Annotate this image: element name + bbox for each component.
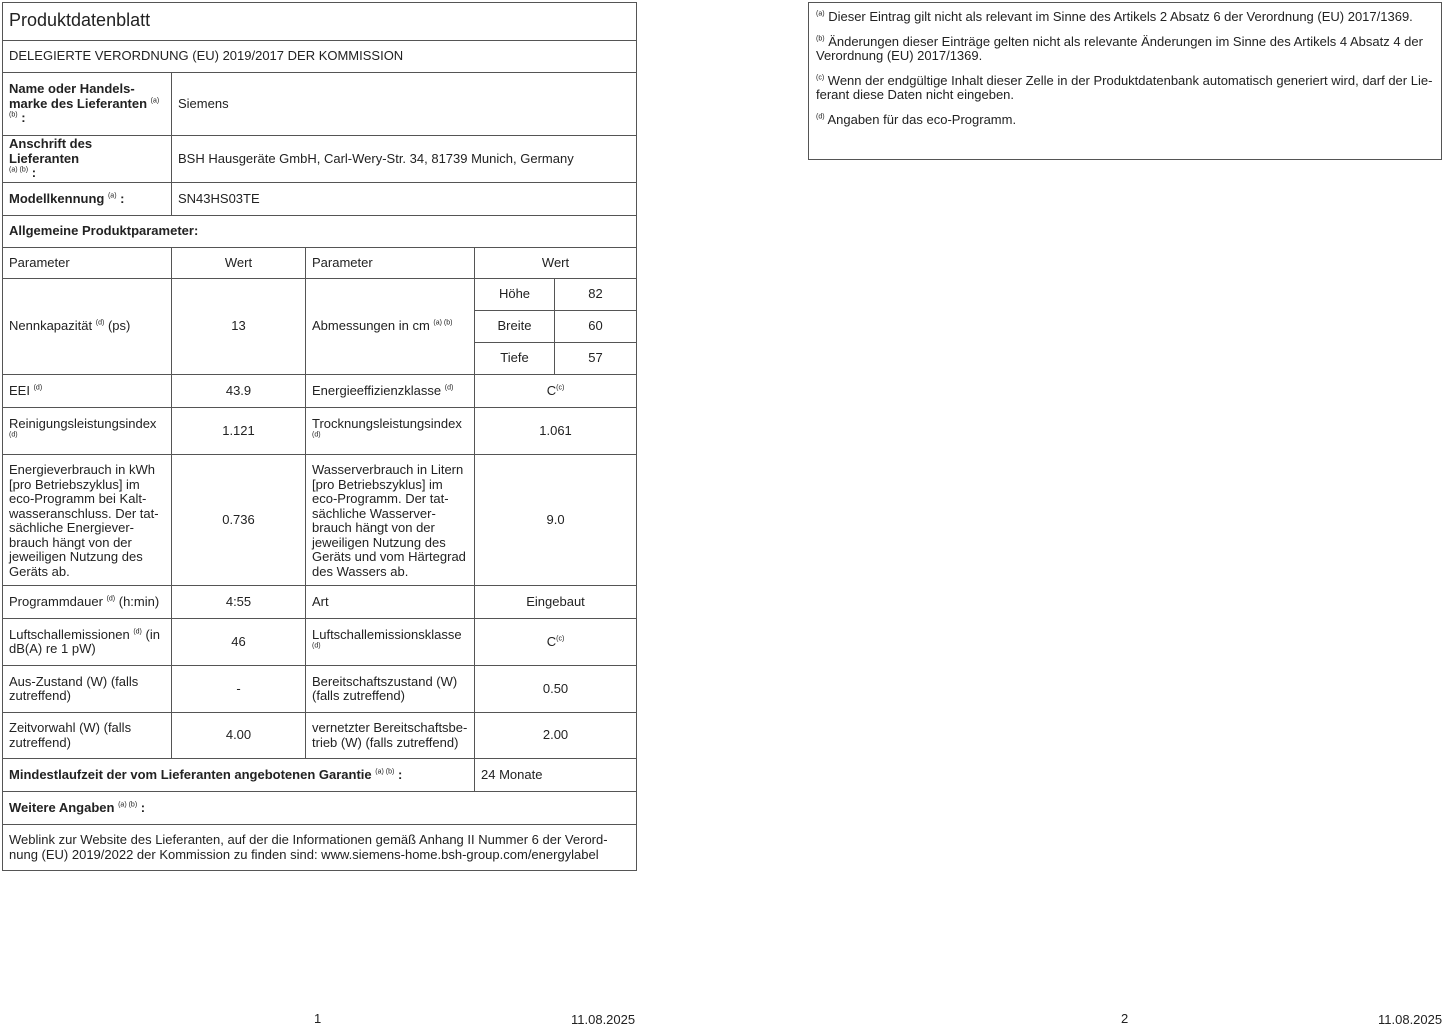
footnote-ref-c: (c)	[556, 635, 565, 643]
footnote-mark-d: (d)	[816, 113, 825, 121]
water-label-line: Wasserverbrauch in Litern	[312, 462, 464, 477]
energy-class-label-text: Energieeffizienzklasse	[312, 382, 442, 398]
capacity-label	[3, 279, 172, 375]
capacity-unit: (ps)	[107, 318, 131, 334]
energy-consumption-value: 0.736	[172, 455, 306, 586]
footnote-a-text: Dieser Eintrag gilt nicht als relevant im Sinne des Artikels 2 Absatz 6 der Verordnung (EU) 2017/1369.	[828, 9, 1413, 24]
footnote-ref-d: (d)	[9, 431, 18, 439]
model-label-text: Modellkennung	[9, 190, 105, 206]
footnote-c	[816, 74, 1434, 103]
supplier-name-label	[3, 73, 172, 136]
standby-label	[306, 666, 475, 713]
eei-value: 43.9	[172, 375, 306, 408]
page-title: Produktdatenblatt	[9, 10, 151, 31]
energy-label-line: Energieverbrauch in kWh	[9, 462, 155, 477]
networked-label-line1: vernetzter Bereitschaftsbe-	[312, 720, 468, 735]
footnote-b-text-line1: Änderungen dieser Einträge gelten nicht als relevante Änderungen im Sinne des Artikels 4 Absatz 4 der	[828, 33, 1423, 49]
colon: :	[397, 766, 403, 782]
noise-class-value-text: C	[546, 633, 557, 649]
colon: :	[21, 110, 26, 126]
supplier-name-label-line1: Name oder Handels-	[9, 81, 135, 97]
footnote-mark-c: (c)	[816, 74, 825, 82]
networked-standby-value: 2.00	[475, 713, 637, 759]
supplier-name-label-line2: marke des Lieferanten	[9, 95, 148, 111]
footnote-ref-d: (d)	[133, 628, 142, 636]
model-label	[3, 183, 172, 216]
water-consumption-label	[306, 455, 475, 586]
datasheet-table	[2, 2, 637, 871]
warranty-label-text: Mindestlaufzeit der vom Lieferanten angebotenen Garantie	[9, 766, 372, 782]
footnote-ref-d: (d)	[312, 642, 321, 650]
footnote-ref-a: (a)	[107, 192, 117, 200]
type-label: Art	[306, 586, 475, 619]
water-label-line: jeweiligen Nutzung des	[312, 534, 446, 550]
noise-label-line1: Luftschallemissionen	[9, 626, 130, 642]
water-label-line: eco-Programm. Der tat-	[312, 491, 449, 506]
width-value: 60	[555, 311, 637, 343]
off-mode-label	[3, 666, 172, 713]
footnotes-box	[808, 2, 1442, 160]
header-value-1: Wert	[172, 248, 306, 279]
type-value: Eingebaut	[475, 586, 637, 619]
delay-start-label	[3, 713, 172, 759]
supplier-weblink-cell	[3, 825, 637, 871]
duration-label-text: Programmdauer	[9, 593, 103, 609]
eei-label	[3, 375, 172, 408]
networked-standby-label	[306, 713, 475, 759]
footnote-refs: (a) (b)	[375, 768, 395, 776]
footnote-refs: (a) (b)	[118, 801, 138, 809]
dimensions-label-text: Abmessungen in cm	[312, 318, 430, 334]
further-info-label: Weitere Angaben	[9, 799, 115, 815]
water-label-line: [pro Betriebszyklus] im	[312, 476, 443, 492]
noise-label-line2: dB(A) re 1 pW)	[9, 641, 96, 656]
capacity-label-text: Nennkapazität	[9, 318, 93, 334]
program-duration-value: 4:55	[172, 586, 306, 619]
footnote-ref-a: (a)	[150, 97, 160, 105]
header-parameter-2: Parameter	[306, 248, 475, 279]
footnote-ref-b: (b)	[9, 111, 18, 119]
depth-label: Tiefe	[475, 343, 555, 375]
footnote-ref-d: (d)	[95, 319, 105, 327]
footnote-a	[816, 10, 1434, 25]
model-value: SN43HS03TE	[172, 183, 637, 216]
noise-label-line1b: (in	[145, 626, 160, 642]
standby-label-line1: Bereitschaftszustand (W)	[312, 673, 458, 689]
footnote-ref-c: (c)	[556, 384, 565, 392]
warranty-label	[3, 759, 475, 792]
product-datasheet-page-1	[2, 2, 635, 871]
supplier-address-label	[3, 136, 172, 183]
delay-start-value: 4.00	[172, 713, 306, 759]
footnote-ref-d: (d)	[106, 595, 116, 603]
weblink-text-line2: nung (EU) 2019/2022 der Kommission zu finden sind: www.siemens-home.bsh-group.com/energylabel	[9, 846, 599, 862]
footnote-ref-d: (d)	[312, 431, 321, 439]
standby-value: 0.50	[475, 666, 637, 713]
delay-label-line2: zutreffend)	[9, 734, 71, 750]
off-label-line1: Aus-Zustand (W) (falls	[9, 673, 139, 689]
drying-index-value: 1.061	[475, 408, 637, 455]
capacity-value: 13	[172, 279, 306, 375]
water-label-line: brauch hängt von der	[312, 520, 435, 535]
energy-label-line: Geräts ab.	[9, 563, 70, 579]
supplier-address-label-text: Anschrift des Lieferanten	[9, 136, 93, 166]
water-label-line: Geräts und vom Härtegrad	[312, 549, 466, 564]
energy-class-value	[475, 375, 637, 408]
cleaning-index-label	[3, 408, 172, 455]
colon: :	[120, 190, 125, 206]
cleaning-index-label-text: Reinigungsleistungsindex	[9, 415, 157, 431]
further-info-heading	[3, 792, 637, 825]
energy-label-line: brauch hängt von der	[9, 534, 132, 550]
networked-label-line2: trieb (W) (falls zutreffend)	[312, 734, 459, 750]
energy-label-line: [pro Betriebszyklus] im	[9, 476, 140, 492]
dimensions-label	[306, 279, 475, 375]
footnote-b-text-line2: Verordnung (EU) 2017/1369.	[816, 48, 983, 63]
page-date-2: 11.08.2025	[1378, 1012, 1443, 1027]
warranty-value: 24 Monate	[475, 759, 637, 792]
energy-label-line: sächliche Energiever-	[9, 520, 135, 535]
width-label: Breite	[475, 311, 555, 343]
header-parameter-1: Parameter	[3, 248, 172, 279]
footnote-refs: (a) (b)	[9, 166, 29, 174]
energy-label-line: eco-Programm bei Kalt-	[9, 491, 147, 506]
footnote-c-text-line2: ferant diese Daten nicht eingeben.	[816, 87, 1015, 102]
colon: :	[31, 165, 37, 181]
drying-index-label-text: Trocknungsleistungsindex	[312, 415, 462, 431]
drying-index-label	[306, 408, 475, 455]
height-label: Höhe	[475, 279, 555, 311]
footnote-b	[816, 35, 1434, 64]
footnote-mark-a: (a)	[816, 10, 825, 18]
depth-value: 57	[555, 343, 637, 375]
water-label-line: des Wassers ab.	[312, 563, 409, 579]
height-value: 82	[555, 279, 637, 311]
page-number-1: 1	[314, 1011, 322, 1026]
colon: :	[140, 799, 146, 815]
supplier-address-value: BSH Hausgeräte GmbH, Carl-Wery-Str. 34, 81739 Munich, Germany	[172, 136, 637, 183]
supplier-name-value: Siemens	[172, 73, 637, 136]
water-consumption-value: 9.0	[475, 455, 637, 586]
footnote-d	[816, 113, 1434, 128]
footnote-refs: (a) (b)	[433, 319, 453, 327]
footnote-ref-d: (d)	[444, 384, 454, 392]
weblink-text-line1: Weblink zur Website des Lieferanten, auf der die Informationen gemäß Anhang II Nummer 6 der Verord-	[9, 832, 608, 847]
noise-class-label-text: Luftschallemissionsklasse	[312, 626, 462, 642]
footnote-c-text-line1: Wenn der endgültige Inhalt dieser Zelle in der Produktdatenbank automatisch generiert wird, darf der Lie-	[827, 72, 1433, 88]
energy-class-value-text: C	[546, 382, 557, 398]
off-label-line2: zutreffend)	[9, 688, 71, 703]
page-title-cell	[3, 3, 637, 41]
regulation-text: DELEGIERTE VERORDNUNG (EU) 2019/2017 DER KOMMISSION	[9, 48, 404, 63]
page-date-1: 11.08.2025	[571, 1012, 636, 1027]
delay-label-line1: Zeitvorwahl (W) (falls	[9, 720, 132, 735]
page-number-2: 2	[1121, 1011, 1129, 1026]
program-duration-label	[3, 586, 172, 619]
duration-unit: (h:min)	[118, 593, 160, 609]
footnote-ref-d: (d)	[33, 384, 43, 392]
off-mode-value: -	[172, 666, 306, 713]
regulation-cell	[3, 41, 637, 73]
energy-consumption-label	[3, 455, 172, 586]
cleaning-index-value: 1.121	[172, 408, 306, 455]
standby-label-line2: (falls zutreffend)	[312, 688, 405, 703]
noise-emission-label	[3, 619, 172, 666]
footnote-mark-b: (b)	[816, 35, 825, 43]
header-value-2: Wert	[475, 248, 637, 279]
noise-class-label	[306, 619, 475, 666]
noise-emission-value: 46	[172, 619, 306, 666]
noise-class-value	[475, 619, 637, 666]
energy-label-line: jeweiligen Nutzung des	[9, 549, 143, 564]
footnote-d-text: Angaben für das eco-Programm.	[827, 111, 1017, 127]
energy-label-line: wasseranschluss. Der tat-	[9, 505, 159, 521]
general-parameters-heading: Allgemeine Produktparameter:	[3, 216, 637, 248]
energy-class-label	[306, 375, 475, 408]
water-label-line: sächliche Wasserver-	[312, 505, 436, 521]
eei-label-text: EEI	[9, 382, 30, 398]
